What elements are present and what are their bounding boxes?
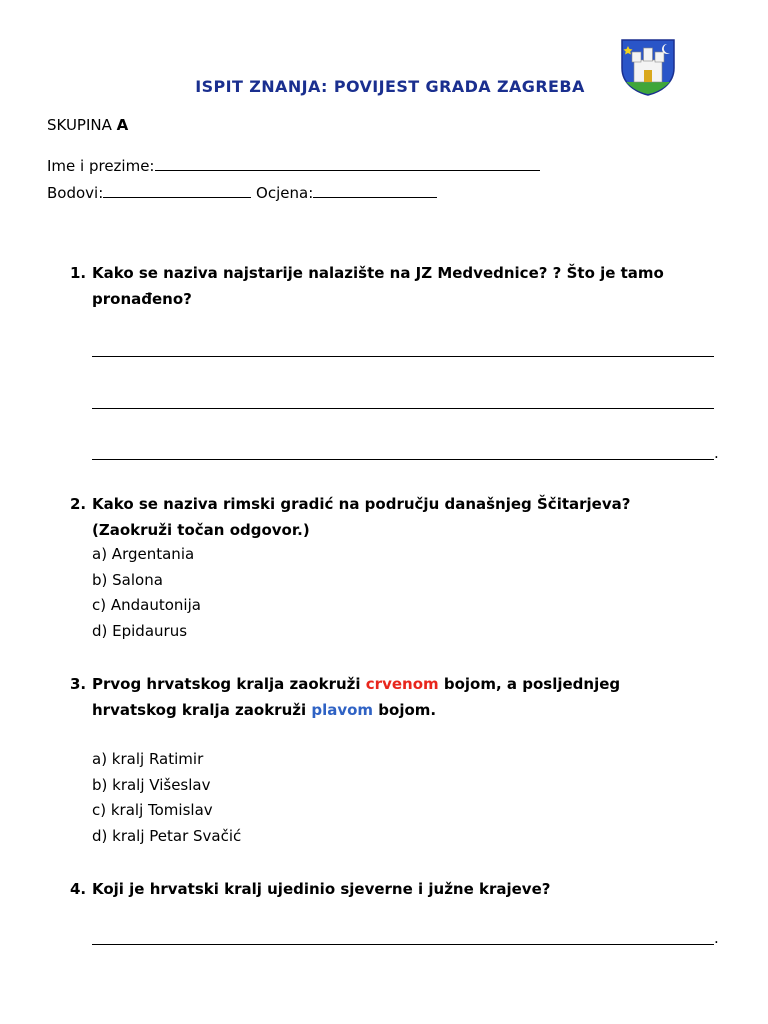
question-number: 2. bbox=[70, 495, 87, 513]
exam-title: ISPIT ZNANJA: POVIJEST GRADA ZAGREBA bbox=[195, 77, 585, 96]
answer-line[interactable] bbox=[92, 944, 714, 945]
answer-option[interactable]: c) Andautonija bbox=[92, 596, 201, 614]
question-text-cont: pronađeno? bbox=[92, 290, 192, 308]
question-2 bbox=[70, 491, 730, 543]
points-grade-line bbox=[47, 183, 437, 202]
answer-line[interactable] bbox=[92, 408, 714, 409]
blue-word: plavom bbox=[311, 701, 374, 719]
question-text: Kako se naziva najstarije nalazište na JZ Medvednice? ? Što je tamo bbox=[92, 264, 664, 282]
answer-line[interactable] bbox=[92, 356, 714, 357]
points-blank[interactable] bbox=[103, 183, 251, 198]
question-text: hrvatskog kralja zaokruži bbox=[92, 701, 312, 719]
name-line bbox=[47, 156, 540, 175]
grade-label: Ocjena: bbox=[256, 184, 314, 202]
period-mark: . bbox=[714, 929, 719, 947]
answer-option[interactable]: b) kralj Višeslav bbox=[92, 775, 211, 794]
name-label: Ime i prezime: bbox=[47, 157, 155, 175]
question-3 bbox=[70, 671, 730, 723]
group-value: A bbox=[116, 116, 129, 134]
question-text-cont bbox=[70, 697, 730, 723]
answer-option[interactable]: a) kralj Ratimir bbox=[92, 750, 204, 768]
answer-option[interactable]: d) kralj Petar Svačić bbox=[92, 826, 242, 845]
name-blank[interactable] bbox=[155, 156, 540, 171]
question-text: Kako se naziva rimski gradić na području današnjeg Ščitarjeva? bbox=[92, 495, 631, 513]
answer-option[interactable]: d) Epidaurus bbox=[92, 621, 188, 640]
question-number: 1. bbox=[70, 264, 87, 282]
answer-option[interactable]: a) Argentania bbox=[92, 545, 195, 563]
answer-option[interactable]: c) kralj Tomislav bbox=[92, 801, 213, 819]
answer-line[interactable] bbox=[92, 459, 714, 460]
question-text-cont: (Zaokruži točan odgovor.) bbox=[92, 521, 310, 539]
question-4 bbox=[70, 876, 730, 902]
question-number: 4. bbox=[70, 880, 87, 898]
question-text: Prvog hrvatskog kralja zaokruži bbox=[92, 675, 366, 693]
grade-blank[interactable] bbox=[313, 183, 437, 198]
question-1 bbox=[70, 260, 730, 312]
question-number: 3. bbox=[70, 675, 87, 693]
period-mark: . bbox=[714, 444, 719, 462]
group-label: SKUPINA bbox=[47, 116, 112, 134]
red-word: crvenom bbox=[365, 675, 439, 693]
answer-option[interactable]: b) Salona bbox=[92, 570, 163, 589]
question-text: bojom. bbox=[373, 701, 437, 719]
group-line bbox=[47, 116, 128, 134]
question-text: Koji je hrvatski kralj ujedinio sjeverne i južne krajeve? bbox=[92, 880, 551, 898]
points-label: Bodovi: bbox=[47, 184, 104, 202]
question-text: bojom, a posljednjeg bbox=[438, 675, 621, 693]
